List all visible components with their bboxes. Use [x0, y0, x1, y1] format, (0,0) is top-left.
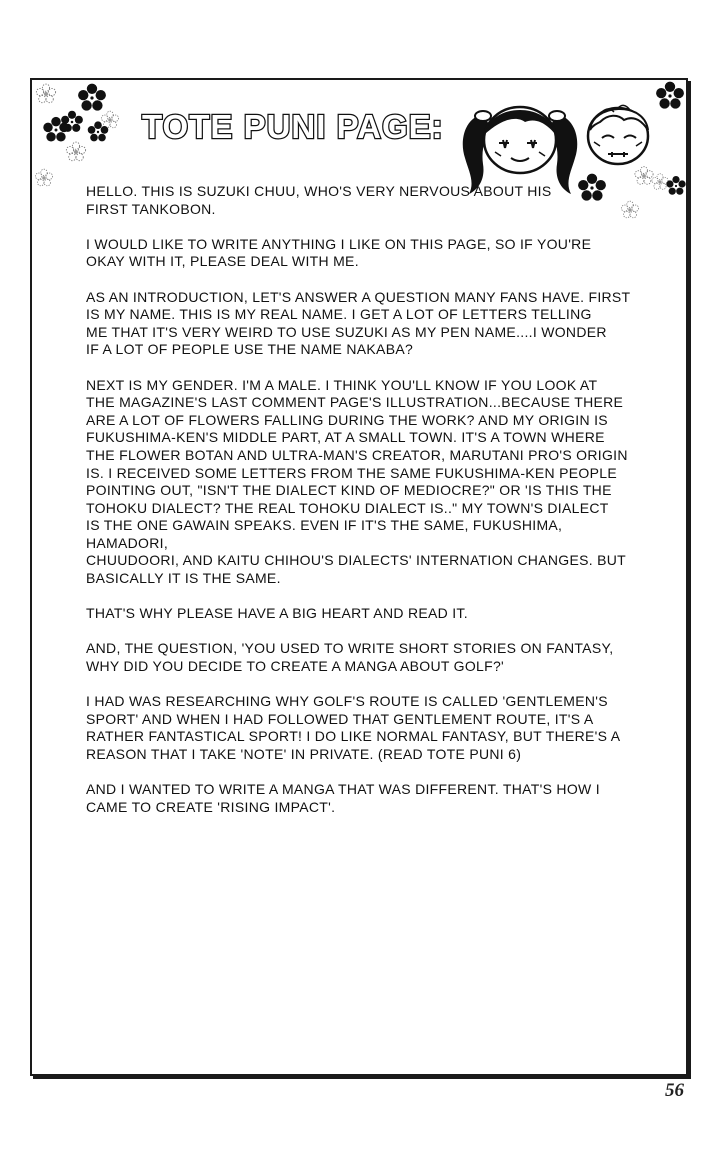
paragraph: HELLO. THIS IS SUZUKI CHUU, WHO'S VERY NERVOUS ABOUT HIS FIRST TANKOBON. [86, 183, 552, 217]
paragraph: AND I WANTED TO WRITE A MANGA THAT WAS DIFFERENT. THAT'S HOW I CAME TO CREATE 'RISING IMPACT'. [86, 781, 600, 815]
page-title: TOTE PUNI PAGE: [142, 108, 444, 145]
paragraph: I WOULD LIKE TO WRITE ANYTHING I LIKE ON THIS PAGE, SO IF YOU'RE OKAY WITH IT, PLEASE DEAL WITH ME. [86, 235, 592, 270]
body-text [86, 183, 646, 834]
paragraph: AS AN INTRODUCTION, LET'S ANSWER A QUESTION MANY FANS HAVE. FIRST IS MY NAME. THIS IS MY REAL NAME. I GET A LOT OF LETTERS TELLING ME THAT IT'S VERY WEIRD TO USE SUZUKI AS MY PEN NAME....I WONDER IF A LOT OF PEOPLE USE THE NAME NAKABA? [86, 288, 631, 358]
paragraph: AND, THE QUESTION, 'YOU USED TO WRITE SHORT STORIES ON FANTASY, WHY DID YOU DECIDE TO CREATE A MANGA ABOUT GOLF?' [86, 640, 614, 675]
flower-cluster-left-icon [30, 80, 140, 190]
paragraph: I HAD WAS RESEARCHING WHY GOLF'S ROUTE IS CALLED 'GENTLEMEN'S SPORT' AND WHEN I HAD FOLLOWED THAT GENTLEMENT ROUTE, IT'S A RATHER FANTASTICAL SPORT! I DO LIKE NORMAL FANTASY, BUT THERE'S A REASON THAT I TAKE 'NOTE' IN PRIVATE. (READ TOTE PUNI 6) [86, 693, 621, 762]
paragraph: THAT'S WHY PLEASE HAVE A BIG HEART AND READ IT. [86, 605, 468, 622]
paragraph: NEXT IS MY GENDER. I'M A MALE. I THINK YOU'LL KNOW IF YOU LOOK AT THE MAGAZINE'S LAST COMMENT PAGE'S ILLUSTRATION...BECAUSE THERE ARE A LOT OF FLOWERS FALLING DURING THE WORK? AND MY ORIGIN IS FUKUSHIMA-KEN'S MIDDLE PART, AT A SMALL TOWN. IT'S A TOWN WHERE THE FLOWER BOTAN AND ULTRA-MAN'S CREATOR, MARUTANI PRO'S ORIGIN IS. I RECEIVED SOME LETTERS FROM THE SAME FUKUSHIMA-KEN PEOPLE POINTING OUT, "ISN'T THE DIALECT KIND OF MEDIOCRE?" OR 'IS THIS THE TOHOKU DIALECT? THE REAL TOHOKU DIALECT IS.." MY TOWN'S DIALECT IS THE ONE GAWAIN SPEAKS. EVEN IF IT'S THE SAME, FUKUSHIMA, HAMADORI, CHUUDOORI, AND KAITU CHIHOU'S DIALECTS' INTERNATION CHANGES. BUT BASICALLY IT IS THE SAME. [86, 376, 628, 587]
page-number: 56 [665, 1080, 684, 1101]
